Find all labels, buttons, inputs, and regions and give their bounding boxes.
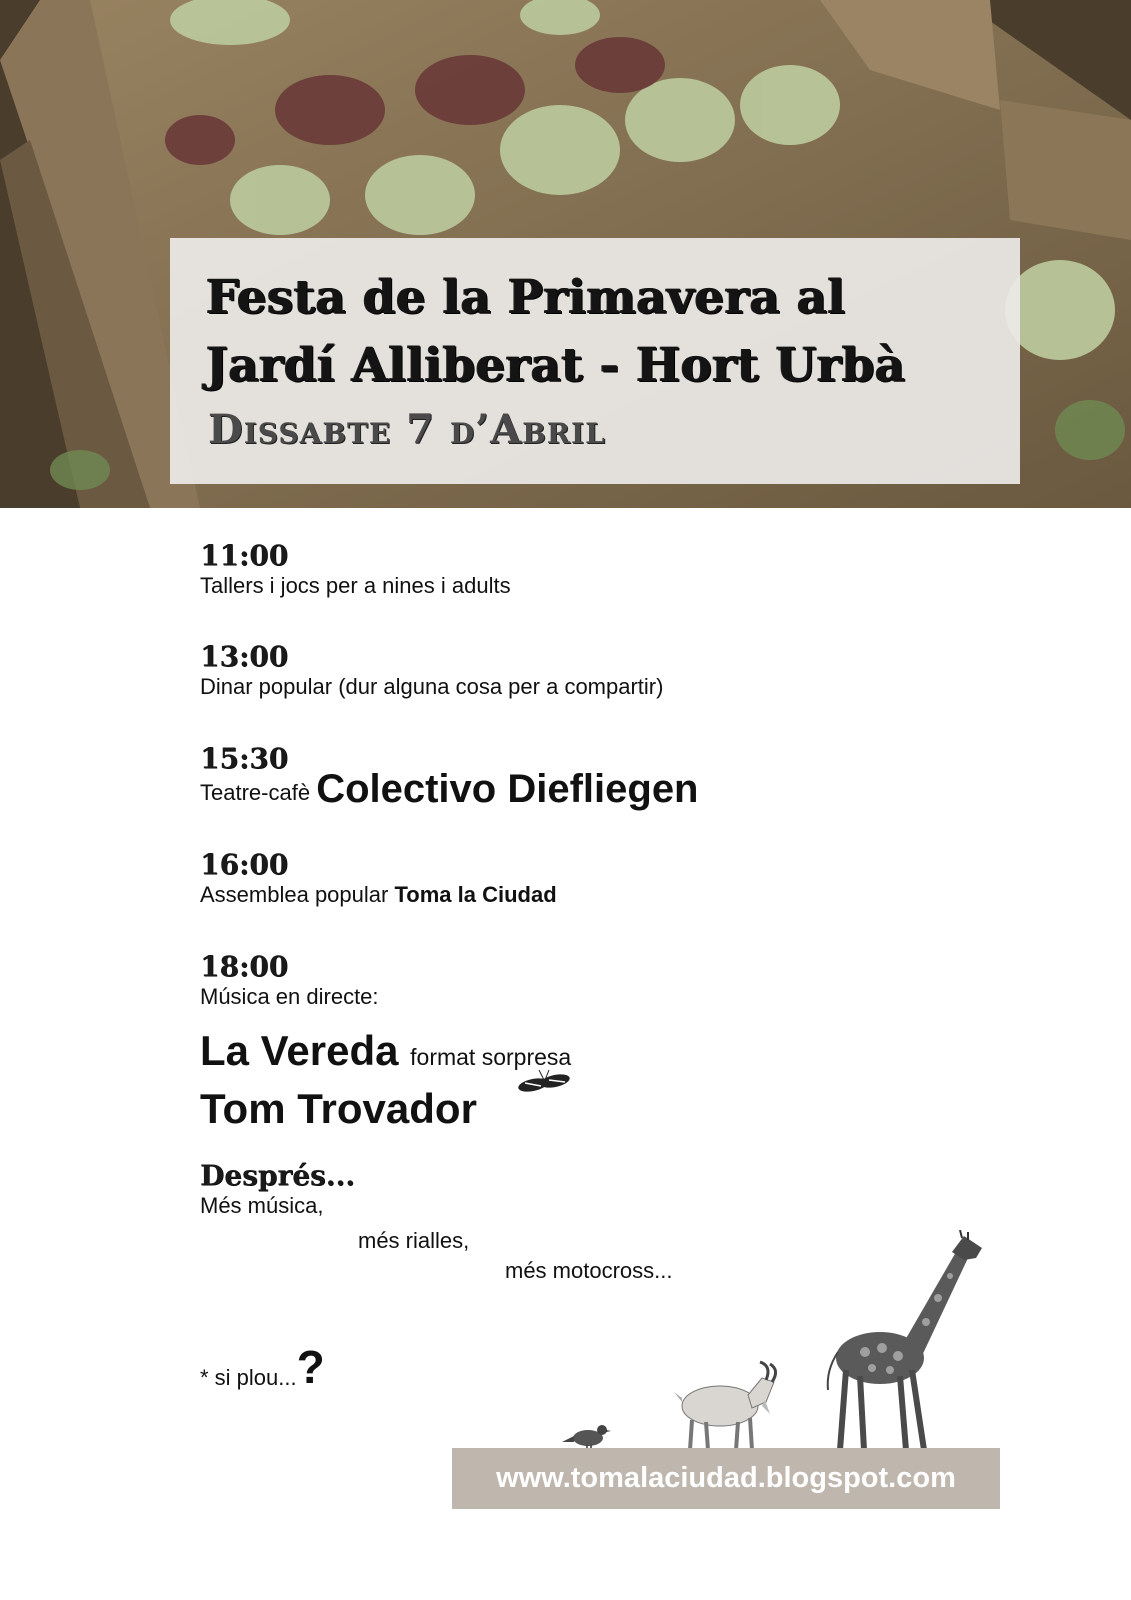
schedule-item: [200, 951, 379, 1011]
butterfly-icon: [515, 1068, 573, 1098]
schedule-desc: [200, 881, 557, 909]
event-title-line2: Jardí Alliberat - Hort Urbà: [206, 338, 906, 393]
schedule-time: 11:00: [200, 539, 289, 572]
after-line: més rialles,: [358, 1228, 470, 1253]
schedule-time: 16:00: [200, 848, 289, 881]
after-line: més motocross...: [505, 1258, 673, 1283]
animals-illustration: [560, 1230, 1020, 1452]
schedule-desc: [200, 767, 699, 811]
rain-text: * si plou...: [200, 1365, 297, 1390]
pigeon-icon: [562, 1425, 611, 1450]
schedule-prefix: Teatre-cafè: [200, 780, 311, 805]
after-section: [200, 1160, 355, 1220]
giraffe-icon: [828, 1230, 982, 1450]
band-name: La Vereda: [200, 1027, 399, 1074]
schedule-item: [200, 540, 511, 600]
header-photo: [0, 0, 1131, 508]
schedule-prefix: Assemblea popular: [200, 882, 389, 907]
organizer-name: Toma la Ciudad: [394, 882, 557, 907]
performer-name: Colectivo Diefliegen: [316, 767, 699, 811]
schedule-desc: Dinar popular (dur alguna cosa per a compartir): [200, 674, 664, 699]
schedule-item: [200, 849, 557, 909]
band-name: Tom Trovador: [200, 1085, 477, 1132]
title-panel: [170, 238, 1020, 484]
website-banner: [452, 1448, 1000, 1509]
band-note: format sorpresa: [410, 1044, 572, 1070]
schedule-item: [200, 742, 699, 811]
after-line: Més música,: [200, 1193, 324, 1218]
goat-icon: [674, 1362, 776, 1450]
question-mark: ?: [296, 1341, 325, 1393]
schedule-time: 18:00: [200, 950, 289, 983]
schedule-time: 13:00: [200, 640, 289, 673]
rain-note: [200, 1340, 325, 1394]
schedule-time: 15:30: [200, 742, 289, 775]
website-url[interactable]: www.tomalaciudad.blogspot.com: [496, 1462, 956, 1494]
schedule-item: [200, 641, 663, 701]
event-title-line1: Festa de la Primavera al: [206, 270, 846, 325]
schedule-desc: Música en directe:: [200, 984, 379, 1009]
event-date: Dissabte 7 d’Abril: [208, 406, 606, 453]
after-heading: Després...: [200, 1159, 356, 1192]
schedule-desc: Tallers i jocs per a nines i adults: [200, 573, 511, 598]
